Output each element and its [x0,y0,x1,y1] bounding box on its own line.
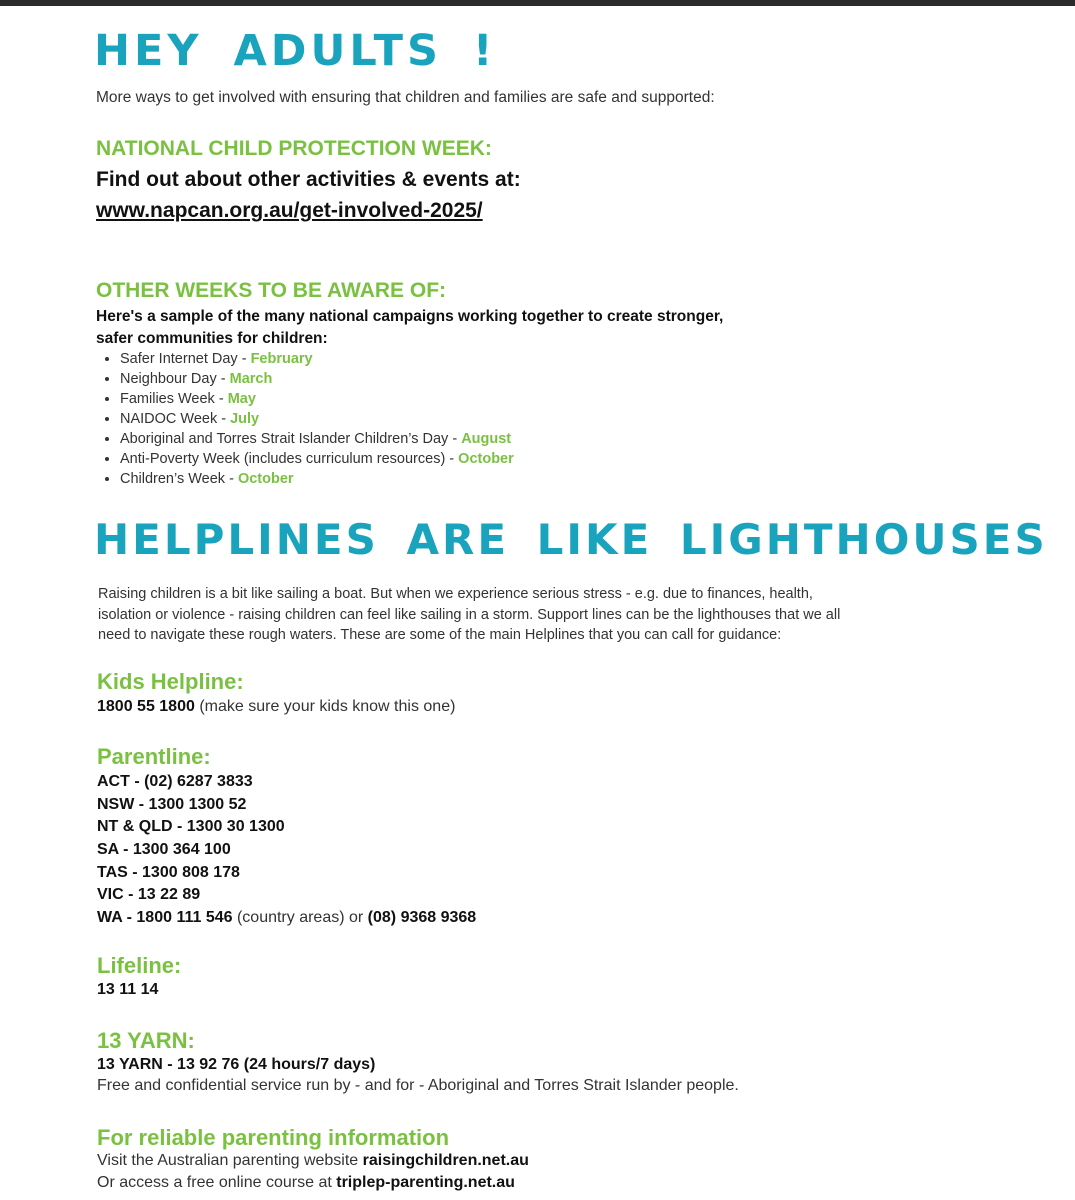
lifeline-number: 13 11 14 [97,981,159,998]
parentline-item: NSW - 1300 1300 52 [97,795,247,813]
parentline-item: TAS - 1300 808 178 [97,863,240,881]
yarn-description: Free and confidential service run by - and for - Aboriginal and Torres Strait Islander people. [97,1077,739,1094]
parentline-list [97,771,476,930]
list-item: • Children’s Week - October [120,469,514,489]
reliable-visit-line: Visit the Australian parenting website raisingchildren.net.au [97,1152,529,1169]
parentline-item-wa: WA - 1800 111 546 (country areas) or (08) 9368 9368 [97,909,477,927]
parentline-heading: Parentline: [97,744,211,769]
reliable-info-heading: For reliable parenting information [97,1125,450,1150]
list-item: • NAIDOC Week - July [120,409,514,429]
other-weeks-intro-2: safer communities for children: [96,330,328,347]
list-item: • Aboriginal and Torres Strait Islander Children’s Day - August [120,429,514,449]
kids-helpline-heading: Kids Helpline: [97,669,244,694]
lifeline-heading: Lifeline: [97,953,182,978]
list-item: • Neighbour Day - March [120,369,514,389]
kids-helpline-number: 1800 55 1800 [97,698,195,715]
campaign-weeks-list [98,349,514,489]
kids-helpline-note: (make sure your kids know this one) [194,698,456,715]
reliable-access-line: Or access a free online course at triplep-parenting.net.au [97,1174,515,1191]
list-item: • Anti-Poverty Week (includes curriculum resources) - October [120,449,514,469]
ncpw-link[interactable]: www.napcan.org.au/get-involved-2025/ [96,199,483,222]
hey-adults-title: HEY ADULTS ! [94,26,497,76]
parentline-item: ACT - (02) 6287 3833 [97,773,253,790]
kids-helpline-line [97,696,455,719]
list-item: • Families Week - May [120,389,514,409]
top-border [0,0,1075,6]
parentline-item: VIC - 13 22 89 [97,886,201,904]
paragraph-line: isolation or violence - raising children can feel like sailing in a storm. Support lines can be the lighthouses that we all [98,606,841,623]
other-weeks-intro-1: Here's a sample of the many national campaigns working together to create stronger, [96,308,724,325]
ncpw-find-out: Find out about other activities & events at: [96,168,521,191]
parentline-item: SA - 1300 364 100 [97,841,231,859]
raisingchildren-link[interactable]: raisingchildren.net.au [362,1152,529,1169]
triplep-link[interactable]: triplep-parenting.net.au [336,1174,515,1191]
hey-adults-intro: More ways to get involved with ensuring that children and families are safe and supported: [96,89,715,106]
list-item: • Safer Internet Day - February [120,349,514,369]
paragraph-line: need to navigate these rough waters. These are some of the main Helplines that you can call for guidance: [98,627,782,643]
yarn-number: 13 YARN - 13 92 76 (24 hours/7 days) [97,1056,376,1073]
parentline-item: NT & QLD - 1300 30 1300 [97,818,285,836]
helplines-title: HELPLINES ARE LIKE LIGHTHOUSES [94,515,1048,564]
paragraph-line: Raising children is a bit like sailing a boat. But when we experience serious stress - e.g. due to finances, health, [98,586,813,602]
helplines-paragraph [98,584,978,646]
other-weeks-heading: OTHER WEEKS TO BE AWARE OF: [96,279,447,302]
ncpw-heading: NATIONAL CHILD PROTECTION WEEK: [96,137,492,160]
yarn-heading: 13 YARN: [97,1028,195,1053]
